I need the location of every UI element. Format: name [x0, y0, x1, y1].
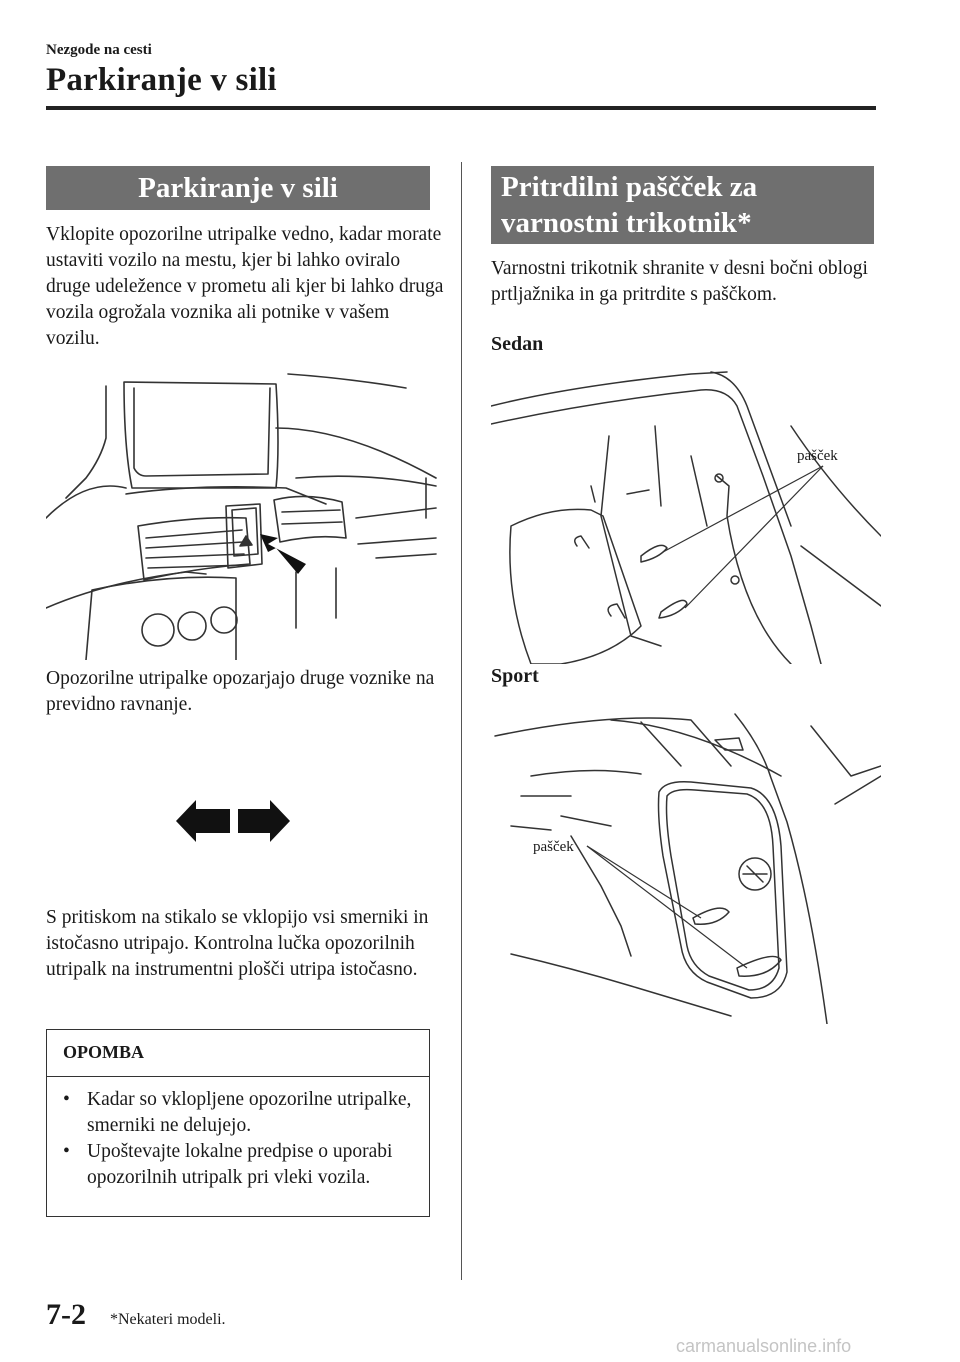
heading-triangle-strap: Pritrdilni paščček za varnostni trikotnik*: [491, 166, 874, 244]
watermark: carmanualsonline.info: [676, 1336, 852, 1356]
note-item: • Upoštevajte lokalne predpise o uporabi opozorilnih utripalk pri vleki vozila.: [63, 1141, 393, 1188]
hazard-switch-illustration: [46, 368, 446, 660]
turn-signal-arrows-icon: [176, 800, 296, 842]
title-divider: [46, 106, 876, 110]
note-item: • Kadar so vklopljene opozorilne utripalke, smerniki ne delujejo.: [63, 1089, 412, 1136]
note-list: [47, 1077, 429, 1191]
body-paragraph: S pritiskom na stikalo se vklopijo vsi smerniki in istočasno utripajo. Kontrolna lučka opozorilnih utripalk na instrumentni plošči utripa istočasno.: [46, 907, 429, 980]
page-number: 7-2: [46, 1298, 86, 1331]
sedan-trunk-illustration: [491, 366, 881, 664]
strap-paragraph: Varnostni trikotnik shranite v desni bočni oblogi prtljažnika in ga pritrdite s paščkom.: [491, 258, 868, 305]
page-title: Parkiranje v sili: [46, 62, 277, 98]
heading-emergency-parking: Parkiranje v sili: [46, 166, 430, 210]
note-box: [46, 1029, 430, 1217]
sport-trunk-illustration: [491, 706, 881, 1024]
note-title: OPOMBA: [47, 1030, 429, 1077]
section-label: Nezgode na cesti: [46, 42, 152, 58]
intro-paragraph: Vklopite opozorilne utripalke vedno, kadar morate ustaviti vozilo na mestu, kjer bi lahko oviralo druge udeležence v prometu ali kjer bi lahko druga vozila ogrožala voznika ali potnike v vašem vozilu.: [46, 224, 444, 349]
strap-label-sedan: pašček: [797, 448, 838, 464]
sedan-label: Sedan: [491, 333, 544, 355]
caption-hazard-warning: Opozorilne utripalke opozarjajo druge voznike na previdno ravnanje.: [46, 668, 435, 715]
column-divider: [461, 162, 462, 1280]
footnote: *Nekateri modeli.: [110, 1311, 226, 1328]
sport-label: Sport: [491, 665, 539, 687]
strap-label-sport: pašček: [533, 839, 574, 855]
